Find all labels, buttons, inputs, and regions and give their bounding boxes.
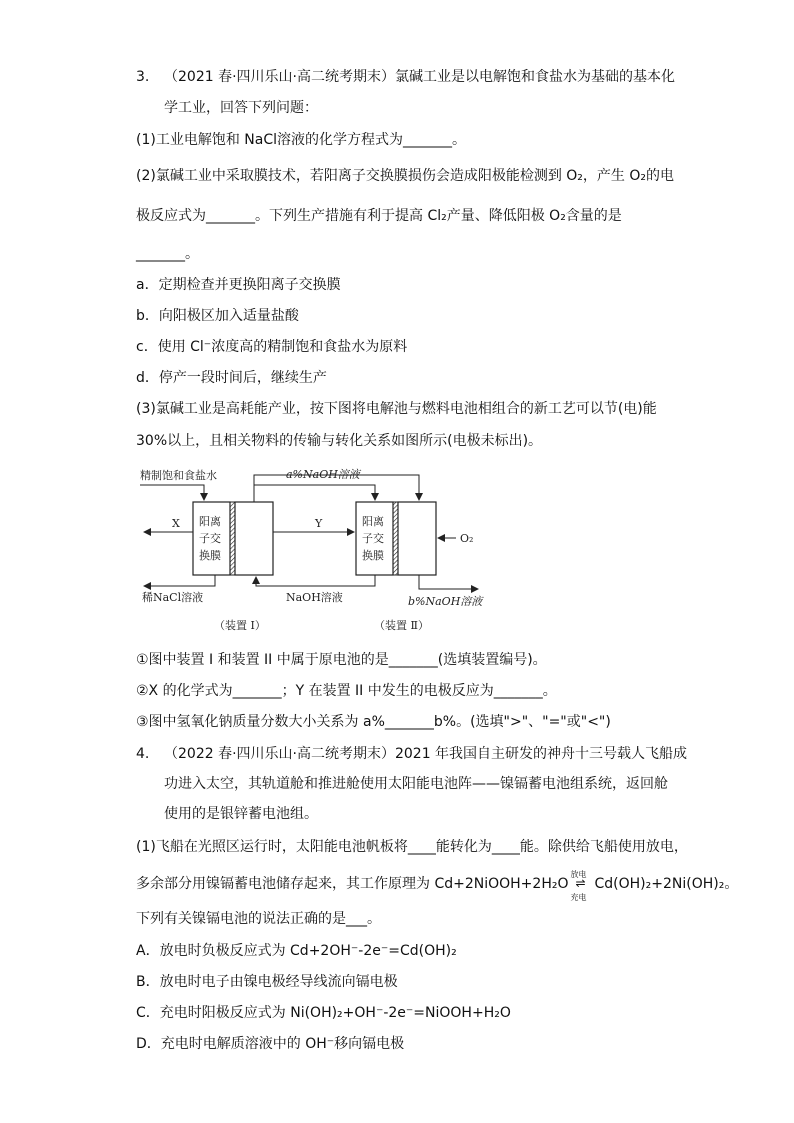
device2-membrane — [393, 502, 398, 575]
a-naoh-label: a%NaOH溶液 — [286, 468, 360, 481]
b-naoh-label: b%NaOH溶液 — [408, 595, 483, 608]
device2-caption: （装置 Ⅱ） — [374, 619, 429, 632]
q3-part2-line1: (2)氯碱工业中采取膜技术，若阳离子交换膜损伤会造成阳极能检测到 O₂，产生 O₂的电 — [136, 168, 674, 184]
question-heading: （2022 春·四川乐山·高二统考期末）2021 年我国自主研发的神舟十三号载人飞船成 — [164, 746, 688, 762]
option-b: b．向阳极区加入适量盐酸 — [136, 308, 299, 324]
q4-part1-line3: 下列有关镍镉电池的说法正确的是___。 — [136, 911, 381, 927]
option-C: C．充电时阳极反应式为 Ni(OH)₂+OH⁻-2e⁻=NiOOH+H₂O — [136, 1005, 511, 1021]
option-D: D．充电时电解质溶液中的 OH⁻移向镉电极 — [136, 1036, 405, 1052]
feed-arrow — [140, 485, 204, 500]
device2-membrane-label-1: 阳离 — [362, 515, 384, 528]
electrolysis-fuel-cell-diagram — [138, 467, 493, 637]
option-B: B．放电时电子由镍电极经导线流向镉电极 — [136, 974, 398, 990]
reversible-arrow — [568, 870, 594, 902]
x-label: X — [172, 517, 180, 530]
question-heading-cont: 使用的是银锌蓄电池组。 — [164, 806, 318, 822]
question-heading-cont: 功进入太空，其轨道舱和推进舱使用太阳能电池阵——镍镉蓄电池组系统，返回舱 — [164, 776, 668, 792]
naoh-recycle-arrow — [256, 575, 375, 586]
b-naoh-arrow — [419, 575, 478, 589]
o2-label: O₂ — [460, 532, 474, 545]
reaction-reactants: 多余部分用镍镉蓄电池储存起来，其工作原理为 Cd+2NiOOH+2H₂O — [136, 876, 569, 892]
device2-right-chamber — [398, 502, 436, 575]
device2-membrane-label-3: 换膜 — [362, 549, 384, 562]
device1-membrane-label-2: 子交 — [199, 532, 221, 545]
q4-part1-line1: (1)飞船在光照区运行时，太阳能电池帆板将____能转化为____能。除供给飞船使用放电， — [136, 839, 688, 855]
q3-part2-line2: 极反应式为_______。下列生产措施有利于提高 Cl₂产量、降低阳极 O₂含量的是 — [136, 208, 622, 224]
device1-membrane-label-3: 换膜 — [199, 549, 221, 562]
q3-part1: (1)工业电解饱和 NaCl溶液的化学方程式为_______。 — [136, 132, 466, 148]
a-naoh-arrow-1 — [254, 485, 375, 502]
naoh-label: NaOH溶液 — [286, 591, 343, 604]
option-A: A．放电时负极反应式为 Cd+2OH⁻-2e⁻=Cd(OH)₂ — [136, 943, 457, 959]
arrow-top-label: 放电 — [570, 870, 587, 879]
question-heading: （2021 春·四川乐山·高二统考期末）氯碱工业是以电解饱和食盐水为基础的基本化 — [164, 69, 675, 85]
reaction-products: Cd(OH)₂+2Ni(OH)₂。 — [594, 876, 739, 892]
arrow-symbol: ⇌ — [575, 876, 586, 890]
device1-caption: （装置 Ⅰ） — [214, 619, 266, 632]
device2-membrane-label-2: 子交 — [362, 532, 384, 545]
arrow-bottom-label: 充电 — [570, 893, 587, 902]
q3-part3-line1: (3)氯碱工业是高耗能产业，按下图将电解池与燃料电池相组合的新工艺可以节(电)能 — [136, 401, 657, 417]
option-c: c．使用 Cl⁻浓度高的精制饱和食盐水为原料 — [136, 339, 408, 355]
option-a: a．定期检查并更换阳离子交换膜 — [136, 277, 341, 293]
y-label: Y — [315, 517, 323, 530]
option-d: d．停产一段时间后，继续生产 — [136, 370, 327, 386]
feed-label: 精制饱和食盐水 — [140, 469, 217, 482]
dilute-nacl-arrow — [144, 575, 215, 586]
q3-part2-line3: _______。 — [136, 246, 199, 262]
question-number: 4. — [136, 746, 150, 762]
q4-part1-line2 — [136, 870, 739, 902]
device1-right-chamber — [235, 502, 273, 575]
device1-membrane-label-1: 阳离 — [199, 515, 221, 528]
dilute-nacl-label: 稀NaCl溶液 — [142, 591, 204, 604]
q3-sub3: ③图中氢氧化钠质量分数大小关系为 a%_______b%。(选填">"、"="或"<") — [136, 714, 611, 730]
question-number: 3. — [136, 69, 150, 85]
device1-membrane — [230, 502, 235, 575]
q3-part3-line2: 30%以上，且相关物料的传输与转化关系如图所示(电极未标出)。 — [136, 433, 543, 449]
question-heading-cont: 学工业，回答下列问题： — [164, 100, 318, 116]
q3-sub1: ①图中装置 I 和装置 II 中属于原电池的是_______(选填装置编号)。 — [136, 652, 547, 668]
q3-sub2: ②X 的化学式为_______；Y 在装置 II 中发生的电极反应为_______。 — [136, 683, 557, 699]
